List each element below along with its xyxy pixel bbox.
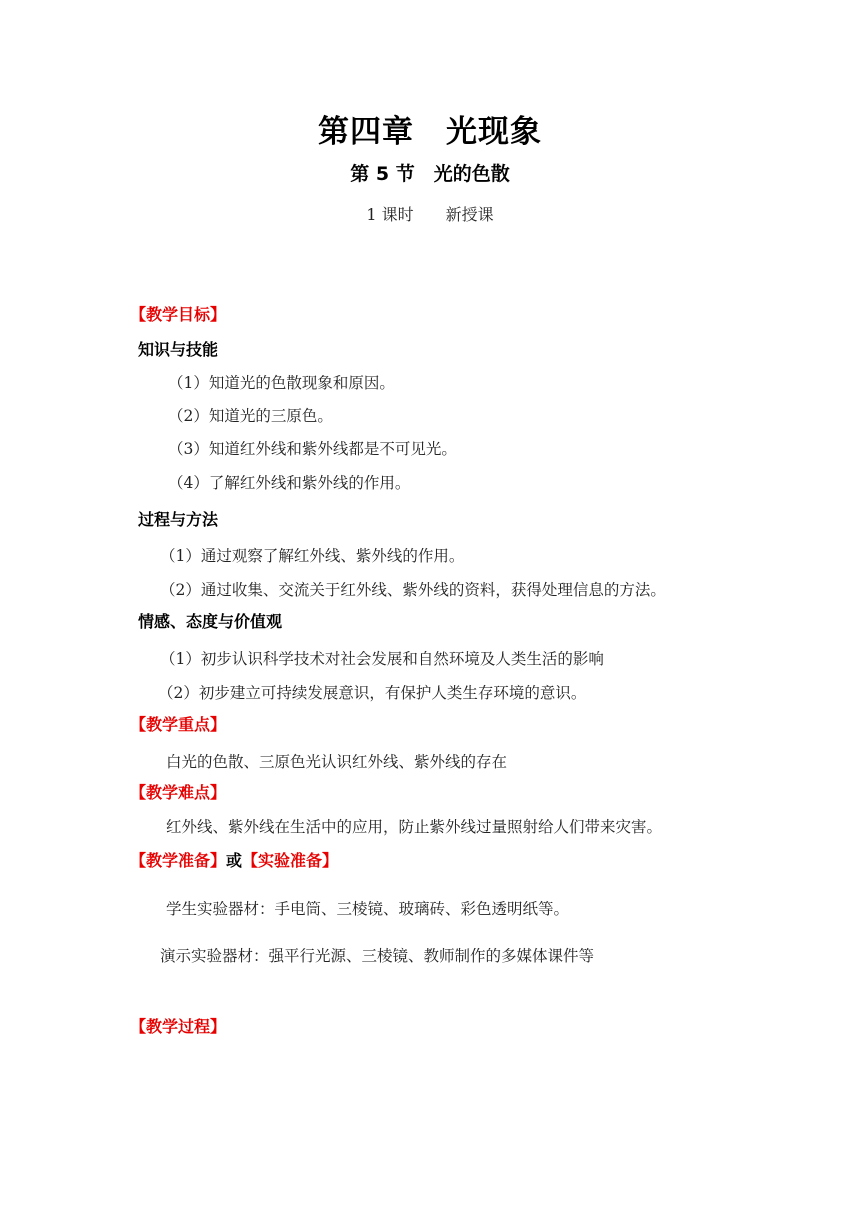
teaching-prep-label: 【教学准备】 [130,851,227,870]
process-item-1: （1）通过观察了解红外线、紫外线的作用。 [160,547,465,565]
knowledge-item-4: （4）了解红外线和紫外线的作用。 [168,474,411,492]
knowledge-item-2: （2）知道光的三原色。 [168,407,333,425]
difficulties-heading: 【教学难点】 [130,783,227,802]
process-method-title: 过程与方法 [138,510,219,529]
objectives-heading: 【教学目标】 [130,305,227,324]
knowledge-item-3: （3）知道红外线和紫外线都是不可见光。 [168,440,457,458]
experiment-prep-label: 【实验准备】 [242,851,339,870]
section-title: 第 5 节 光的色散 [350,163,510,185]
chapter-title: 第四章 光现象 [318,114,542,150]
or-connector: 或 [226,851,243,870]
key-points-text: 白光的色散、三原色光认识红外线、紫外线的存在 [166,753,508,771]
lesson-meta: 1 课时 新授课 [366,205,494,224]
difficulties-text: 红外线、紫外线在生活中的应用，防止紫外线过量照射给人们带来灾害。 [166,818,663,836]
knowledge-skills-title: 知识与技能 [138,340,219,359]
teaching-process-heading: 【教学过程】 [130,1017,227,1036]
emotion-values-title: 情感、态度与价值观 [138,612,283,631]
student-materials: 学生实验器材：手电筒、三棱镜、玻璃砖、彩色透明纸等。 [166,900,570,918]
key-points-heading: 【教学重点】 [130,715,227,734]
process-item-2: （2）通过收集、交流关于红外线、紫外线的资料，获得处理信息的方法。 [160,581,666,599]
demo-materials: 演示实验器材：强平行光源、三棱镜、教师制作的多媒体课件等 [160,947,595,965]
preparation-heading [130,848,338,871]
emotion-item-2: （2）初步建立可持续发展意识，有保护人类生存环境的意识。 [158,684,587,702]
knowledge-item-1: （1）知道光的色散现象和原因。 [168,374,395,392]
emotion-item-1: （1）初步认识科学技术对社会发展和自然环境及人类生活的影响 [160,650,604,668]
